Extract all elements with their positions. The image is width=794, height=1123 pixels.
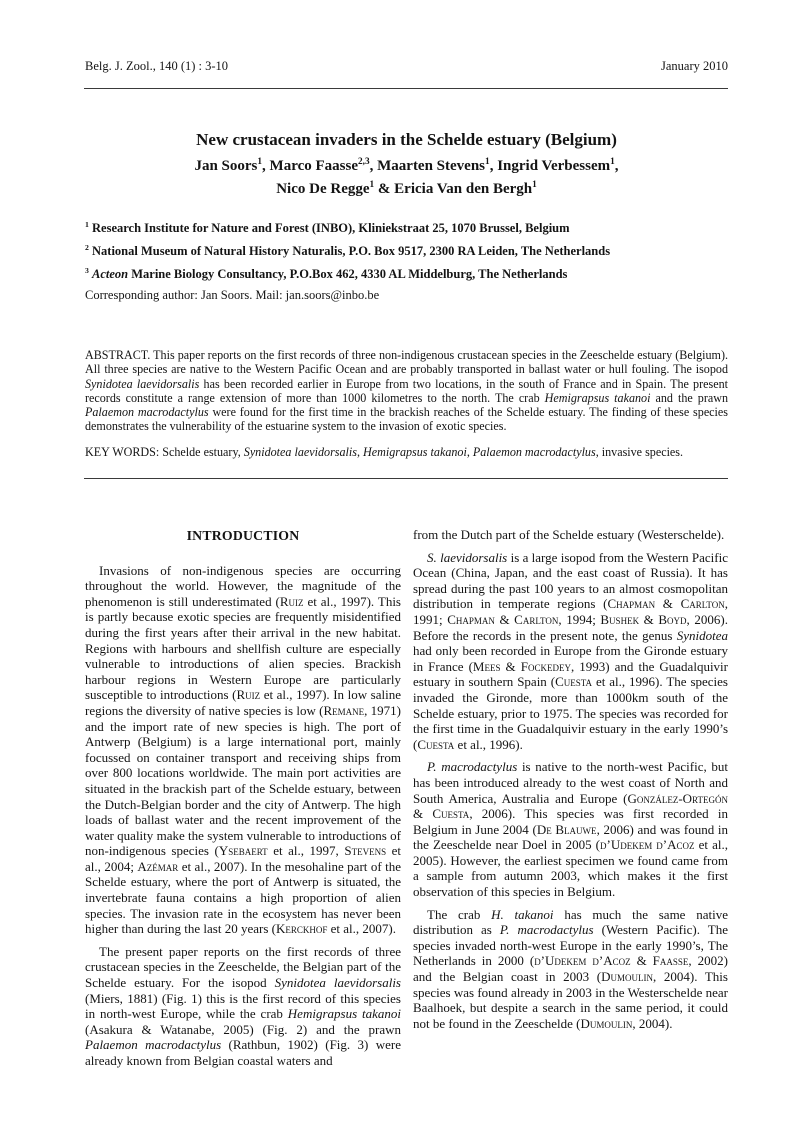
intro-paragraph-2: The present paper reports on the first records of three crustacean species in the Zeeschelde, the Belgian part of the Schelde estuary. For the isopod Synidotea laevidorsalis (Miers, 1881) (Fig. 1) this is the first record of this species in north-west Europe, while the crab Hemigrapsus takanoi (Asakura & Watanabe, 2005) (Fig. 2) and the prawn Palaemon macrodactylus (Rathbun, 1902) (Fig. 3) were already known from Belgian coastal waters and bbox=[85, 943, 401, 1068]
header-rule bbox=[84, 88, 728, 89]
intro-paragraph-1: Invasions of non-indigenous species are occurring throughout the world. However, the magnitude of the phenomenon is still underestimated (Ruiz et al., 1997). This is partly because exotic species are frequently misidentified during the first years after their arrival in the new habitat. Regions with harbours and shellfish culture are especially vulnerable to introductions of alien species. Brackish harbour regions in Western Europe are particularly susceptible to introductions (Ruiz et al., 1997). In low saline regions the diversity of native species is low (Remane, 1971) and the import rate of new species is high. The port of Antwerp (Belgium) is a large international port, mainly focussed on container transport and receiving ships from over 800 locations worldwide. The main port activities are situated in the brackish part of the Schelde estuary, between the Dutch-Belgian border and the city of Antwerp. The high loads of ballast water and the recent improvement of the water quality make the system vulnerable to introductions of non-indigenous species (Ysebaert et al., 1997, Stevens et al., 2004; Azémar et al., 2007). In the mesohaline part of the Schelde estuary, where the port of Antwerp is situated, the invertebrate fauna contains a high proportion of alien species. The invasion rate in the ecosystem has never been higher than during the last 20 years (Kerckhof et al., 2007). bbox=[85, 562, 401, 937]
affiliation-2: $^2$ National Museum of Natural History Naturalis, P.O. Box 9517, 2300 RA Leiden, The Netherlands bbox=[85, 242, 611, 258]
affiliation-3: $^3$ Acteon Marine Biology Consultancy, P.O.Box 462, 4330 AL Middelburg, The Netherlands bbox=[85, 265, 568, 281]
introduction-heading: INTRODUCTION bbox=[186, 528, 300, 543]
corresponding-author: Corresponding author: Jan Soors. Mail: jan.soors@inbo.be bbox=[85, 288, 380, 302]
affiliation-1: $^1$ Research Institute for Nature and Forest (INBO), Kliniekstraat 25, 1070 Brussel, Belgium bbox=[85, 219, 570, 235]
keywords-rule bbox=[84, 478, 728, 479]
author-list bbox=[85, 155, 728, 201]
page-title: New crustacean invaders in the Schelde estuary (Belgium) bbox=[196, 130, 617, 150]
issue-date: January 2010 bbox=[661, 59, 728, 73]
abstract: ABSTRACT. This paper reports on the first records of three non-indigenous crustacean species in the Zeeschelde estuary (Belgium). All three species are native to the Western Pacific Ocean and are probably transported in ballast water or hull fouling. The isopod Synidotea laevidorsalis has been recorded earlier in Europe from two locations, in the south of France and in Spain. The present records constitute a range extension of more than 1000 kilometres to the north. The crab Hemigrapsus takanoi and the prawn Palaemon macrodactylus were found for the first time in the brackish reaches of the Schelde estuary. The finding of these species demonstrates the vulnerability of the estuarine system to the invasion of exotic species. bbox=[85, 348, 728, 434]
intro-paragraph-3: S. laevidorsalis is a large isopod from the Western Pacific Ocean (China, Japan, and the east coast of Russia). It has spread during the past 100 years to an almost cosmopolitan distribution in temperate regions (Chapman & Carlton, 1991; Chapman & Carlton, 1994; Bushek & Boyd, 2006). Before the records in the present note, the genus Synidotea had only been recorded in Europe from the Gironde estuary in France (Mees & Fockedey, 1993) and the Guadalquivir estuary in southern Spain (Cuesta et al., 1996). The species invaded the Gironde, more than 1000km south of the Schelde estuary, prior to 1975. The species was recorded for the first time in the Guadalquivir estuary in the early 1990’s (Cuesta et al., 1996). bbox=[413, 549, 728, 752]
intro-paragraph-4: P. macrodactylus is native to the north-west Pacific, but has been introduced already to the west coast of North and South America, Australia and Europe (González-Ortegón & Cuesta, 2006). This species was first recorded in Belgium in June 2004 (De Blauwe, 2006) and was found in the Zeeschelde near Doel in 2005 (d’Udekem d’Acoz et al., 2005). However, the earliest specimen we found came from a sample from autumn 2003, which makes it the first observation of this species in Belgium. bbox=[413, 759, 729, 900]
keywords: KEY WORDS: Schelde estuary, Synidotea laevidorsalis, Hemigrapsus takanoi, Palaemon macrodactylus, invasive species. bbox=[85, 445, 684, 459]
right-column bbox=[413, 527, 728, 1031]
running-head bbox=[85, 59, 728, 74]
author-line-1: Jan Soors$^1$, Marco Faasse$^{2,3}$, Maarten Stevens$^1$, Ingrid Verbessem$^1$, bbox=[194, 157, 619, 174]
author-line-2: Nico De Regge$^1$ & Ericia Van den Bergh$^1$ bbox=[276, 180, 537, 197]
affiliations bbox=[85, 217, 728, 286]
intro-paragraph-5: The crab H. takanoi has much the same native distribution as P. macrodactylus (Western Pacific). The species invaded north-west Europe in the early 1990’s, The Netherlands in 2000 (d’Udekem d’Acoz & Faasse, 2002) and the Belgian coast in 2003 (Dumoulin, 2004). This species was found already in 2003 in the Westerschelde near Baalhoek, but despite a search in the same period, it could not be found in the Zeeschelde (Dumoulin, 2004). bbox=[413, 906, 729, 1031]
journal-reference: Belg. J. Zool., 140 (1) : 3-10 bbox=[85, 59, 229, 73]
left-column bbox=[85, 527, 401, 1069]
intro-paragraph-2-continued: from the Dutch part of the Schelde estuary (Westerschelde). bbox=[413, 527, 725, 542]
